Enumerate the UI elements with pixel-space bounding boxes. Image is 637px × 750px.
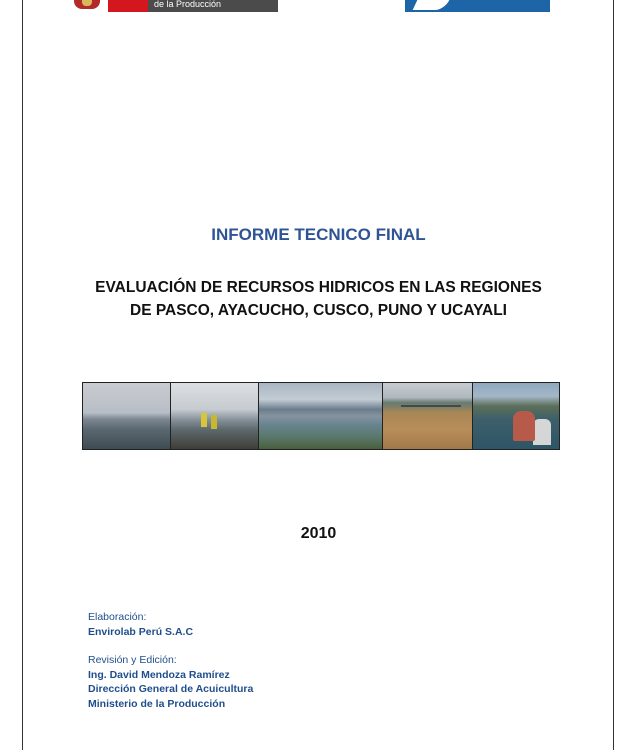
elaboration-value: Envirolab Perú S.A.C: [88, 625, 194, 638]
revision-line: Ministerio de la Producción: [88, 697, 226, 710]
partner-logo: [405, 0, 550, 12]
report-year: 2010: [300, 525, 337, 542]
elaboration-label: Elaboración:: [88, 611, 147, 623]
report-title-line-2: DE PASCO, AYACUCHO, CUSCO, PUNO Y UCAYALI: [130, 302, 507, 319]
revision-line: Ing. David Mendoza Ramírez: [88, 668, 230, 681]
report-title-line-1: EVALUACIÓN DE RECURSOS HIDRICOS EN LAS REGIONES: [95, 279, 542, 296]
report-type: INFORME TECNICO FINAL: [211, 225, 426, 244]
photo-boat-survey: [473, 383, 559, 449]
photo-mountain-lake: [259, 383, 383, 449]
revision-label: Revisión y Edición:: [88, 654, 177, 666]
photo-strip: [82, 382, 560, 450]
photo-field-sampling: [171, 383, 259, 449]
peru-red-block: [108, 0, 148, 12]
revision-line: Dirección General de Acuicultura: [88, 683, 254, 695]
ministry-logo: [74, 0, 278, 12]
photo-fish-pond: [383, 383, 473, 449]
ministry-logo-text: de la Producción: [148, 0, 278, 12]
credits-block: [88, 610, 388, 711]
photo-lake-shore: [83, 383, 171, 449]
coat-of-arms-icon: [74, 0, 100, 9]
report-title: [60, 276, 577, 322]
